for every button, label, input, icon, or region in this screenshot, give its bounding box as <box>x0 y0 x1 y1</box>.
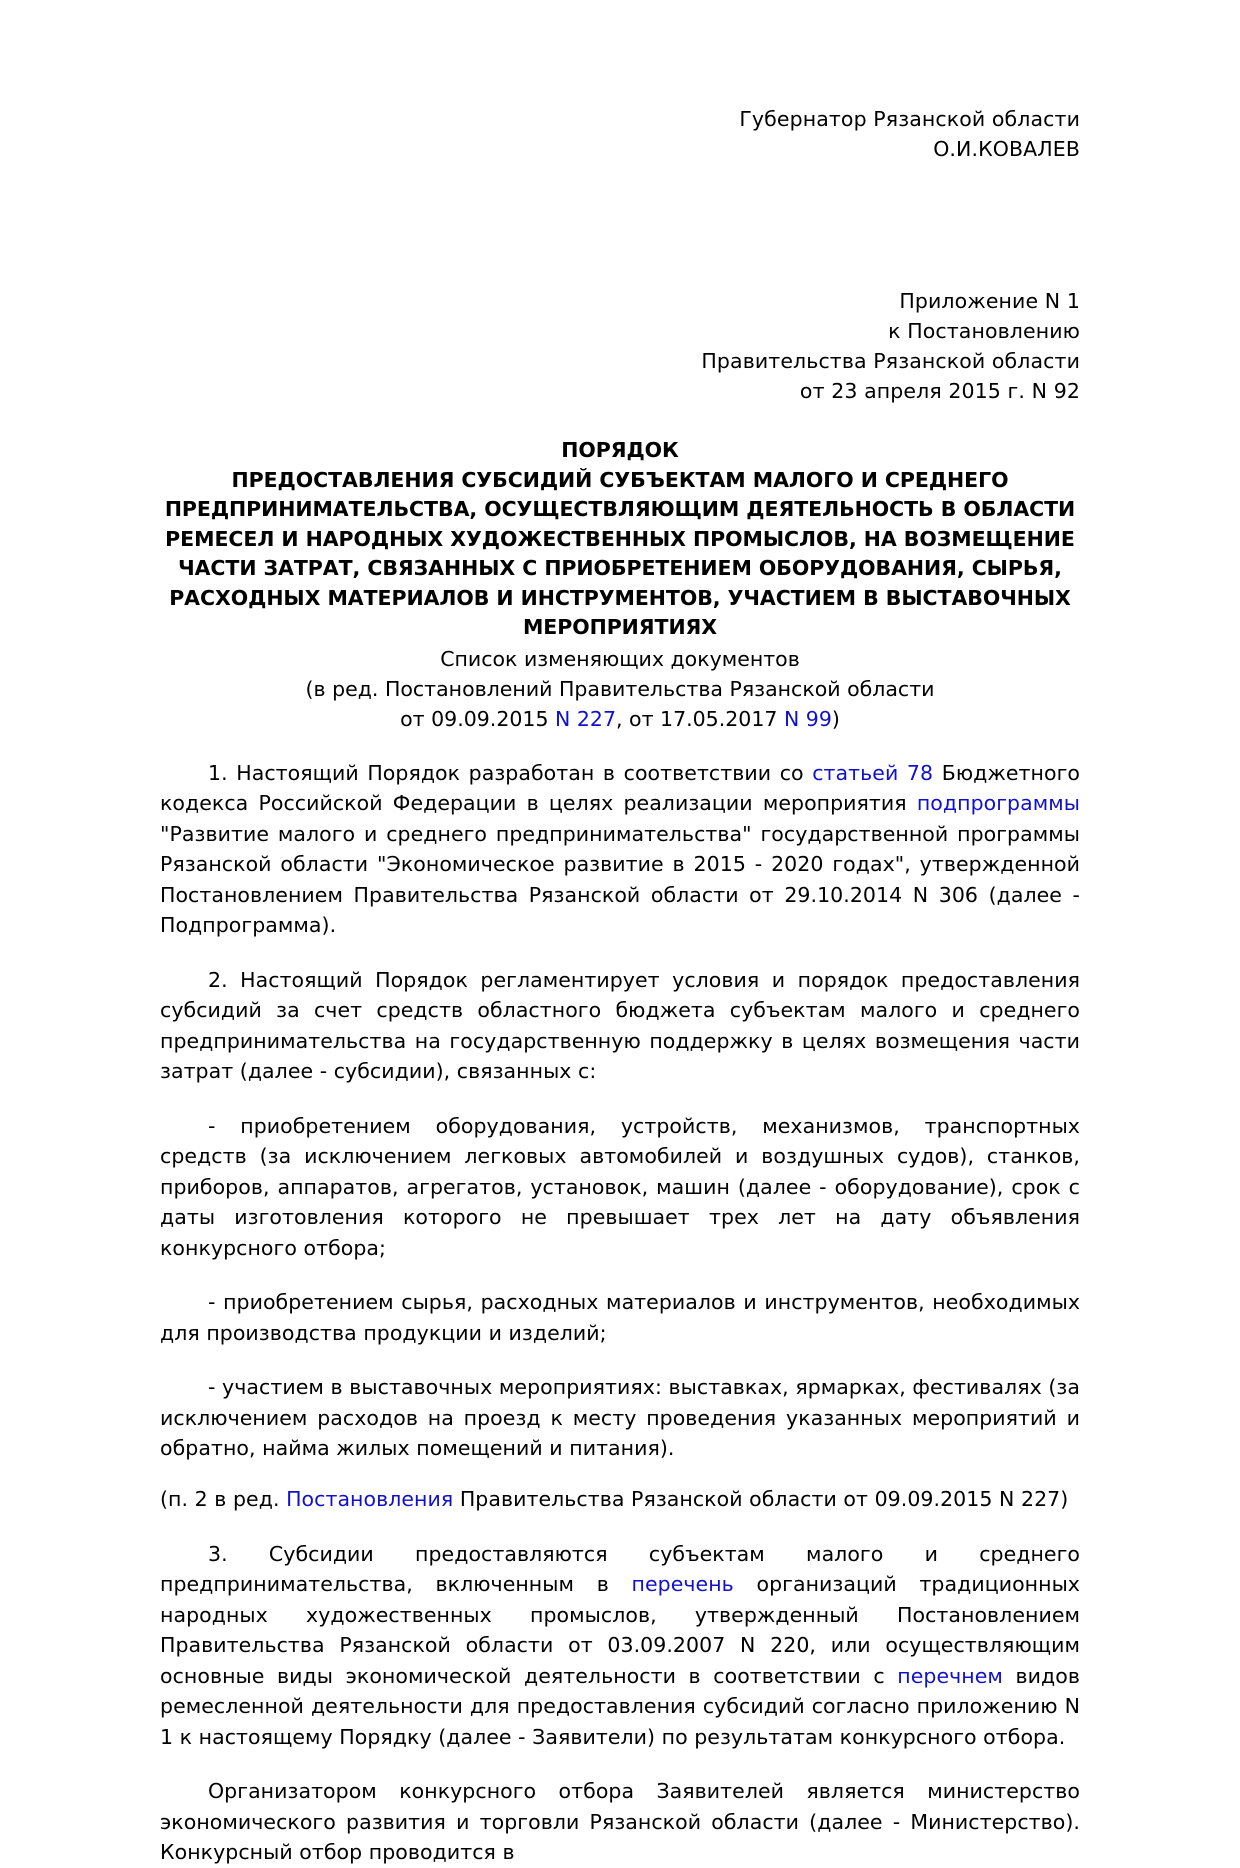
amendment-date-1: от 09.09.2015 <box>400 706 556 731</box>
appendix-reference-block <box>160 286 1080 406</box>
title-line-4: РЕМЕСЕЛ И НАРОДНЫХ ХУДОЖЕСТВЕННЫХ ПРОМЫСЛОВ, НА ВОЗМЕЩЕНИЕ <box>165 526 1075 551</box>
title-line-2: ПРЕДОСТАВЛЕНИЯ СУБСИДИЙ СУБЪЕКТАМ МАЛОГО И СРЕДНЕГО <box>231 467 1009 492</box>
document-title <box>160 436 1080 643</box>
title-line-5: ЧАСТИ ЗАТРАТ, СВЯЗАННЫХ С ПРИОБРЕТЕНИЕМ ОБОРУДОВАНИЯ, СЫРЬЯ, <box>178 556 1062 580</box>
amendments-source: (в ред. Постановлений Правительства Рязанской области <box>305 676 935 701</box>
amendments-block <box>160 644 1080 734</box>
paragraph-2-dash-2: - приобретением сырья, расходных материалов и инструментов, необходимых для производства продукции и изделий; <box>160 1290 1080 1345</box>
paragraph-3-text-a: 3. Субсидии предоставляются субъектам малого и среднего предпринимательства, включенным в <box>160 1541 1080 1596</box>
appendix-date: от 23 апреля 2015 г. N 92 <box>799 379 1080 403</box>
signatory-name: О.И.КОВАЛЕВ <box>933 137 1080 161</box>
link-perechnem[interactable]: перечнем <box>897 1663 1003 1688</box>
paragraph-4: Организатором конкурсного отбора Заявителей является министерство экономического развития и торговли Рязанской области (далее - Министерство). Конкурсный отбор проводится в <box>160 1779 1080 1864</box>
paragraph-3 <box>160 1539 1080 1753</box>
paragraph-2: 2. Настоящий Порядок регламентирует условия и порядок предоставления субсидий за счет средств областного бюджета субъектам малого и среднего предпринимательства на государственную поддержку в целях возмещения части затрат (далее - субсидии), связанных с: <box>160 967 1080 1083</box>
amendment-link-99[interactable]: N 99 <box>783 706 832 731</box>
amendments-close-paren: ) <box>831 706 840 731</box>
paragraph-3-text-c: видов ремесленной деятельности для предоставления субсидий согласно приложению N 1 к настоящему Порядку (далее - Заявители) по результатам конкурсного отбора. <box>160 1663 1080 1749</box>
amendment-separator: , от 17.05.2017 <box>616 706 784 731</box>
paragraph-2-dash-1: - приобретением оборудования, устройств, механизмов, транспортных средств (за исключением легковых автомобилей и воздушных судов), станков, приборов, аппаратов, агрегатов, установок, машин (далее - оборудование), срок с даты изготовления которого не превышает трех лет на дату объявления конкурсного отбора; <box>160 1113 1080 1260</box>
amendment-link-227[interactable]: N 227 <box>555 706 616 731</box>
paragraph-3-text-b: организаций традиционных народных художественных промыслов, утвержденный Постановлением Правительства Рязанской области от 03.09.2007 N 220, или осуществляющим основные виды экономической деятельности в соответствии с <box>160 1572 1080 1688</box>
amendments-heading: Список изменяющих документов <box>440 646 800 671</box>
amendments-dates <box>160 704 1080 734</box>
link-perechen[interactable]: перечень <box>631 1572 734 1596</box>
paragraph-2-dash-3: - участием в выставочных мероприятиях: выставках, ярмарках, фестивалях (за исключением расходов на проезд к месту проведения указанных мероприятий и обратно, найма жилых помещений и питания). <box>160 1375 1080 1460</box>
title-line-7: МЕРОПРИЯТИЯХ <box>522 615 718 639</box>
signature-block <box>160 104 1080 164</box>
paragraph-1-text-c: "Развитие малого и среднего предпринимательства" государственной программы Рязанской области "Экономическое развитие в 2015 - 2020 годах", утвержденной Постановлением Правительства Рязанской области от 29.10.2014 N 306 (далее - Подпрограмма). <box>160 821 1080 937</box>
paragraph-1 <box>160 758 1080 941</box>
link-statya-78[interactable]: статьей 78 <box>812 760 934 785</box>
appendix-authority: Правительства Рязанской области <box>701 349 1080 373</box>
link-postanovleniya[interactable]: Постановления <box>286 1487 454 1511</box>
note-text-a: (п. 2 в ред. <box>160 1487 287 1511</box>
link-podprogramma[interactable]: подпрограммы <box>916 791 1080 815</box>
title-line-6: РАСХОДНЫХ МАТЕРИАЛОВ И ИНСТРУМЕНТОВ, УЧАСТИЕМ В ВЫСТАВОЧНЫХ <box>169 585 1071 610</box>
paragraph-1-text-a: 1. Настоящий Порядок разработан в соответствии со <box>208 760 813 785</box>
appendix-number: Приложение N 1 <box>899 289 1080 313</box>
appendix-to-decree: к Постановлению <box>888 319 1080 343</box>
paragraph-2-amendment-note <box>160 1484 1080 1515</box>
title-line-3: ПРЕДПРИНИМАТЕЛЬСТВА, ОСУЩЕСТВЛЯЮЩИМ ДЕЯТЕЛЬНОСТЬ В ОБЛАСТИ <box>164 497 1076 521</box>
document-page <box>0 104 1240 1864</box>
note-text-b: Правительства Рязанской области от 09.09.2015 N 227) <box>453 1487 1069 1511</box>
paragraph-1-text-b: Бюджетного кодекса Российской Федерации в целях реализации мероприятия <box>160 760 1080 815</box>
title-line-1: ПОРЯДОК <box>561 438 679 462</box>
signatory-role: Губернатор Рязанской области <box>739 107 1080 131</box>
